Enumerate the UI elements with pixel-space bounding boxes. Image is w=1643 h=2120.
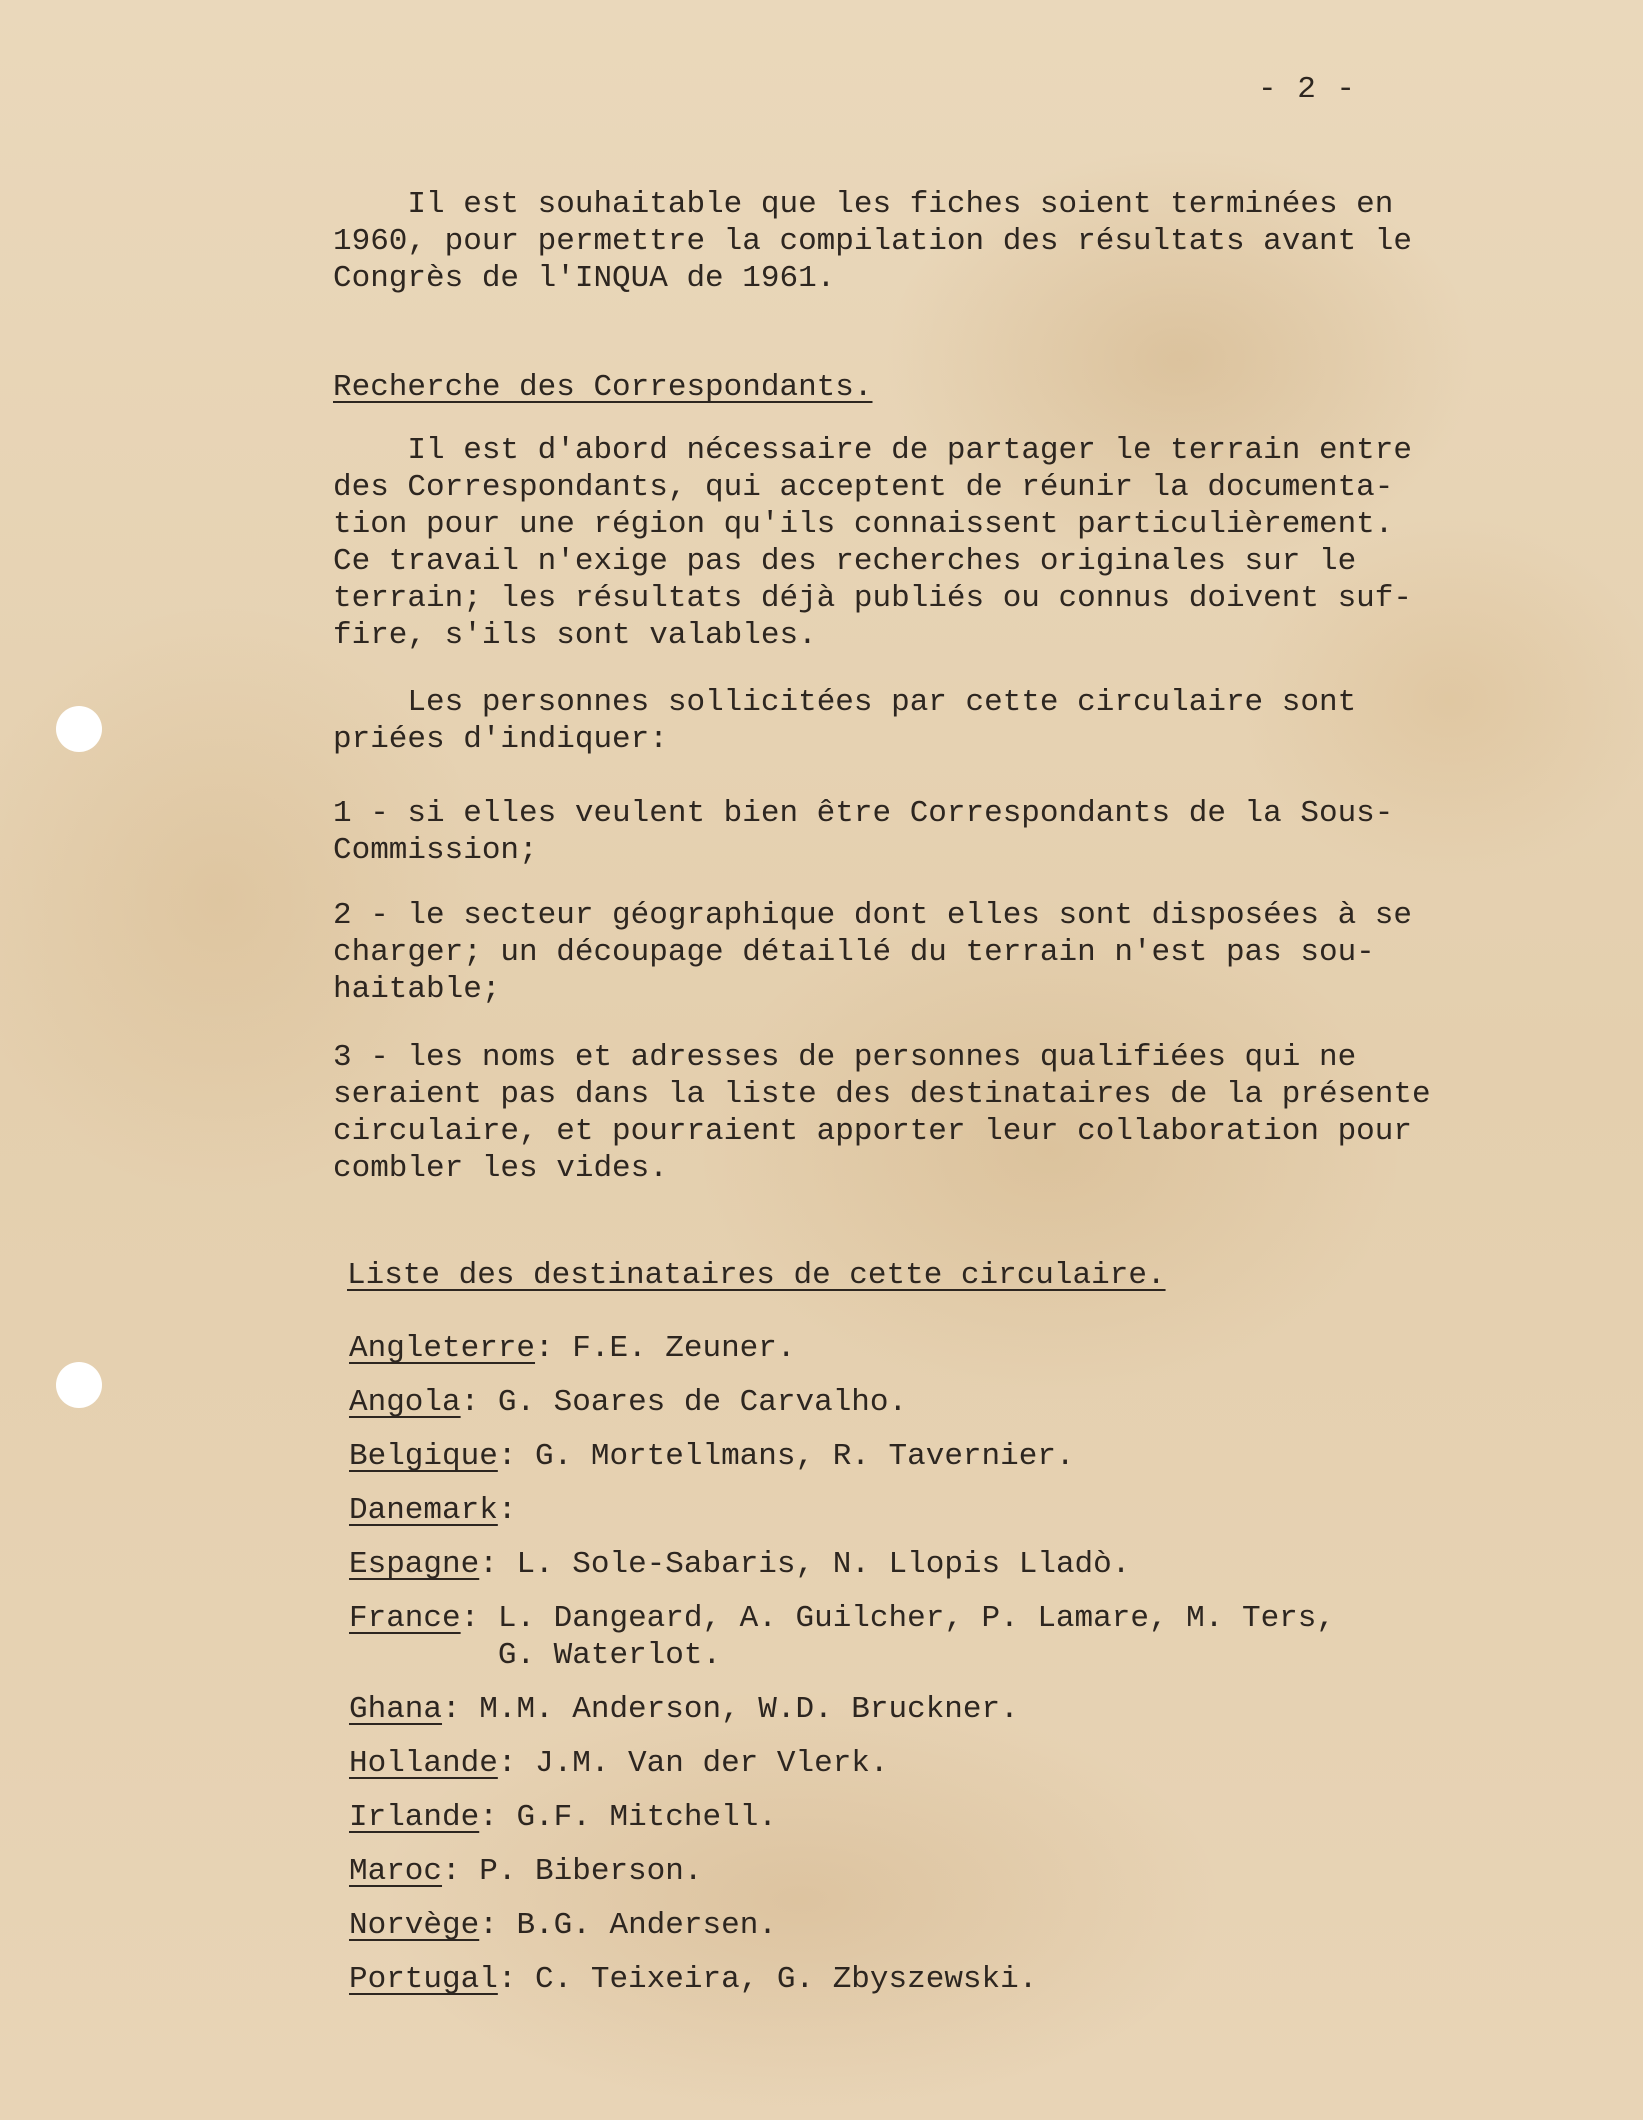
punch-hole — [56, 1362, 102, 1408]
recipient-names: G.F. Mitchell. — [516, 1800, 777, 1835]
recipient-names: F.E. Zeuner. — [572, 1331, 796, 1366]
country-label: Irlande — [349, 1800, 480, 1835]
recipient-row: Norvège : B.G. Andersen. — [349, 1908, 777, 1943]
recipient-row: Angleterre : F.E. Zeuner. — [349, 1331, 796, 1366]
country-label: Ghana — [349, 1692, 443, 1727]
recipient-row: Espagne : L. Sole-Sabaris, N. Llopis Lladò. — [349, 1547, 1131, 1582]
country-label: Espagne — [349, 1547, 480, 1582]
recipient-names: J.M. Van der Vlerk. — [535, 1746, 889, 1781]
recherche-paragraph: Il est d'abord nécessaire de partager le terrain entre des Correspondants, qui acceptent de réunir la documenta- tion pour une région qu'ils connaissent particulièrement. Ce travail n'exige pas des recherches originales sur le terrain; les résultats déjà publiés ou connus doivent suf- fire, s'ils sont valables. — [333, 433, 1412, 653]
recipient-names: B.G. Andersen. — [516, 1908, 777, 1943]
recipient-row: Ghana : M.M. Anderson, W.D. Bruckner. — [349, 1692, 1019, 1727]
recipient-names: L. Dangeard, A. Guilcher, P. Lamare, M. Ters, G. Waterlot. — [497, 1601, 1335, 1673]
recipient-list — [349, 1330, 1499, 1998]
recipient-row: Portugal : C. Teixeira, G. Zbyszewski. — [349, 1962, 1038, 1997]
country-label: Belgique — [349, 1439, 498, 1474]
recipient-names: M.M. Anderson, W.D. Bruckner. — [479, 1692, 1019, 1727]
page-number: - 2 - — [1258, 72, 1357, 107]
recipient-names: G. Soares de Carvalho. — [497, 1385, 908, 1420]
numbered-item: 3 - les noms et adresses de personnes qualifiées qui ne seraient pas dans la liste des destinataires de la présente circulaire, et pourraient apporter leur collaboration pour combler les vides. — [333, 1040, 1431, 1186]
recipient-names: C. Teixeira, G. Zbyszewski. — [535, 1962, 1038, 1997]
country-label: Danemark — [349, 1493, 498, 1528]
recipient-row: Angola : G. Soares de Carvalho. — [349, 1385, 908, 1420]
numbered-item: 2 - le secteur géographique dont elles sont disposées à se charger; un découpage détaillé du terrain n'est pas sou- haitable; — [333, 898, 1412, 1007]
punch-hole — [56, 706, 102, 752]
country-label: France — [349, 1601, 461, 1636]
section-heading-recherche: Recherche des Correspondants. — [333, 370, 873, 405]
section-heading-liste: Liste des destinataires de cette circulaire. — [347, 1258, 1166, 1293]
country-label: Angleterre — [349, 1331, 536, 1366]
country-label: Norvège — [349, 1908, 480, 1943]
recipient-names: P. Biberson. — [479, 1854, 703, 1889]
request-paragraph: Les personnes sollicitées par cette circulaire sont priées d'indiquer: — [333, 685, 1357, 757]
country-label: Maroc — [349, 1854, 443, 1889]
country-label: Angola — [349, 1385, 461, 1420]
intro-paragraph: Il est souhaitable que les fiches soient terminées en 1960, pour permettre la compilation des résultats avant le Congrès de l'INQUA de 1961. — [333, 187, 1412, 296]
country-label: Hollande — [349, 1746, 498, 1781]
country-label: Portugal — [349, 1962, 498, 1997]
recipient-row: Danemark : — [349, 1493, 517, 1528]
recipient-names: G. Mortellmans, R. Tavernier. — [535, 1439, 1075, 1474]
recipient-row: Belgique : G. Mortellmans, R. Tavernier. — [349, 1439, 1075, 1474]
recipient-row: Hollande : J.M. Van der Vlerk. — [349, 1746, 889, 1781]
recipient-row: Maroc : P. Biberson. — [349, 1854, 703, 1889]
recipient-row: Irlande : G.F. Mitchell. — [349, 1800, 777, 1835]
recipient-names: L. Sole-Sabaris, N. Llopis Lladò. — [516, 1547, 1131, 1582]
recipient-row: France : L. Dangeard, A. Guilcher, P. Lamare, M. Ters, G. Waterlot. — [349, 1601, 1335, 1673]
numbered-item: 1 - si elles veulent bien être Correspondants de la Sous- Commission; — [333, 796, 1394, 868]
